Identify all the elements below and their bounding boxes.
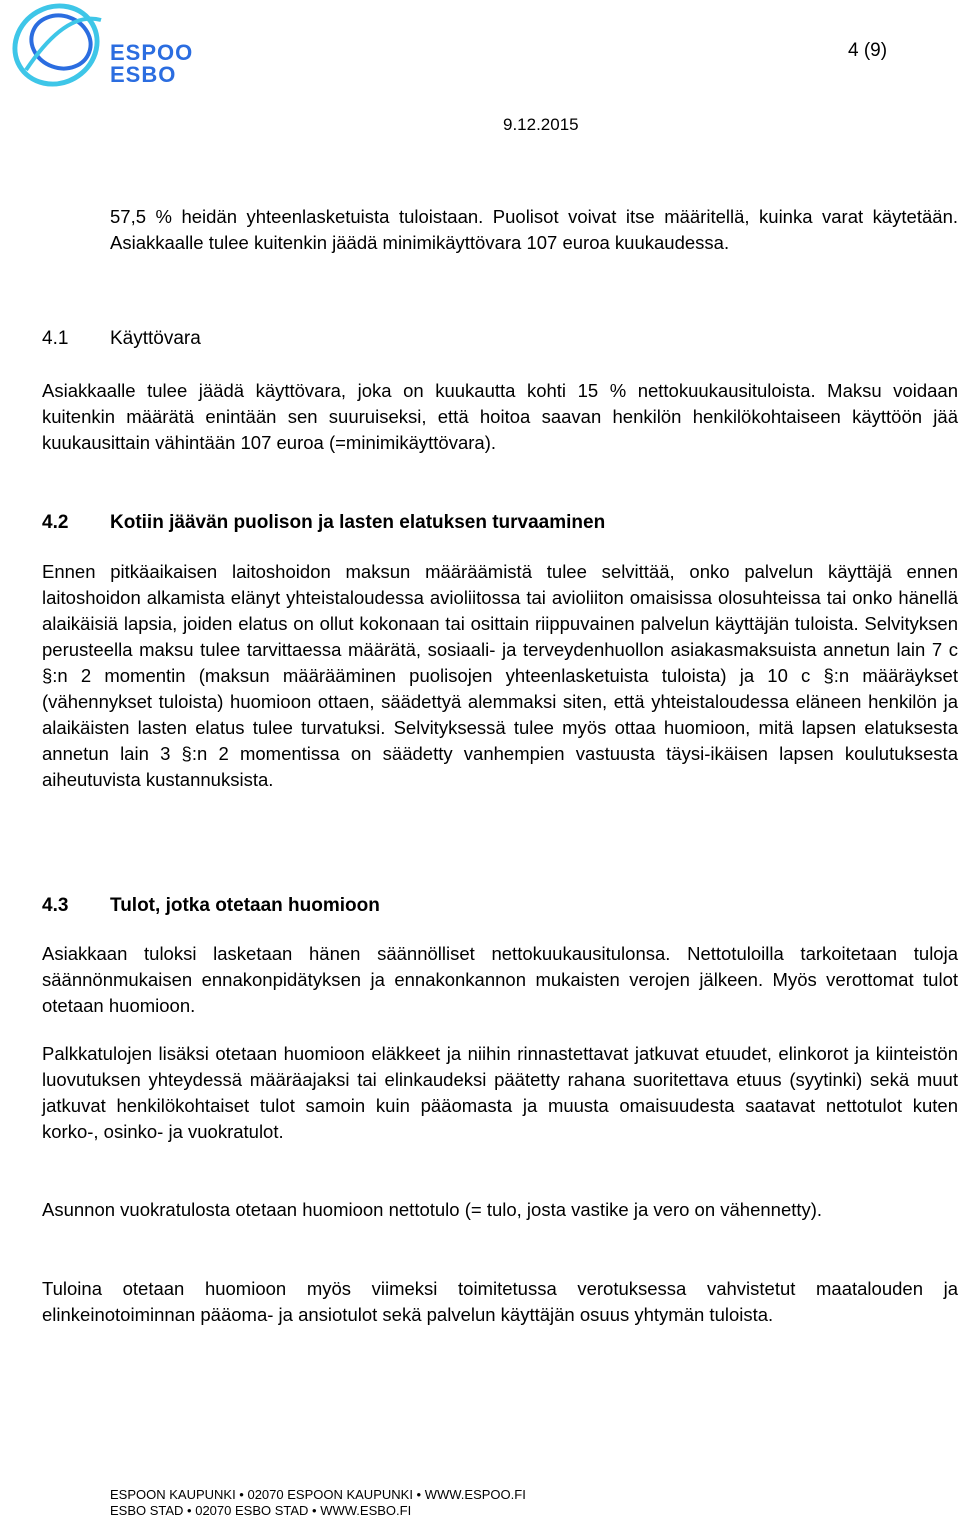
section-4-3-paragraph-3: Asunnon vuokratulosta otetaan huomioon nettotulo (= tulo, josta vastike ja vero on vähennetty). [42,1199,823,1220]
footer-line-finnish: ESPOON KAUPUNKI • 02070 ESPOON KAUPUNKI • WWW.ESPOO.FI [110,1487,526,1502]
section-number: 4.1 [42,328,69,349]
section-4-3-heading [42,895,380,917]
section-4-2-paragraph: Ennen pitkäaikaisen laitoshoidon maksun määräämistä tulee selvittää, onko palvelun käyttäjä ennen laitoshoidon alkamista elänyt yhteistaloudessa avioliitossa tai avioliiton omaisissa olosuhteissa tai onko hänellä alaikäisiä lapsia, joiden elatus on ollut kokonaan tai osittain riippuvainen palvelun käyttäjän tuloista. Selvityksen perusteella maksu tulee tarvittaessa määrätä, sosiaali- ja terveydenhuollon asiakasmaksuista annetun lain 7 c §:n 2 momentin (maksun määrääminen puolisojen yhteenlasketuista tuloista) ja 10 c §:n määräykset (vähennykset tuloista) huomioon ottaen, säädettyä alemmaksi siten, että yhteistaloudessa eläneen henkilön ja alaikäisten lasten elatus tulee turvatuksi. Selvityksessä tulee myös ottaa huomioon, mitä lapsen elatuksesta annetun lain 3 §:n 2 momentissa on säädetty vanhempien vastuusta täysi-ikäisen lapsen koulutuksesta aiheutuvista kustannuksista. [42,561,958,790]
section-4-1-paragraph: Asiakkaalle tulee jäädä käyttövara, joka on kuukautta kohti 15 % nettokuukausituloista. Maksu voidaan kuitenkin määrätä enintään sen suuruiseksi, että hoitoa saavan henkilön henkilökohtaiseen käyttöön jää kuukausittain vähintään 107 euroa (=minimikäyttövara). [42,380,958,453]
section-4-3-paragraph-2: Palkkatulojen lisäksi otetaan huomioon eläkkeet ja niihin rinnastettavat jatkuvat etuudet, elinkorot ja kiinteistön luovutuksen yhteydessä määräajaksi tai elinkaudeksi päätetty rahana suoritettava etuus (syytinki) sekä muut jatkuvat henkilökohtaiset tulot samoin kuin pääomasta ja muusta omaisuudesta saatavat nettotulot kuten korko-, osinko- ja vuokratulot. [42,1043,958,1142]
section-number: 4.3 [42,895,69,916]
section-4-3-paragraph-4: Tuloina otetaan huomioon myös viimeksi toimitetussa verotuksessa vahvistetut maatalouden ja elinkeinotoiminnan pääoma- ja ansiotulot sekä palvelun käyttäjän osuus yhtymän tuloista. [42,1278,958,1325]
footer-line-swedish: ESBO STAD • 02070 ESBO STAD • WWW.ESBO.FI [110,1503,412,1518]
section-title: Tulot, jotka otetaan huomioon [110,895,380,916]
document-date: 9.12.2015 [503,115,579,134]
logo-wordmark [110,42,193,86]
section-title: Käyttövara [110,328,201,349]
logo-line-esbo: ESBO [110,62,177,87]
footer [110,1487,526,1519]
intro-paragraph: 57,5 % heidän yhteenlasketuista tuloistaan. Puolisot voivat itse määritellä, kuinka varat käytetään. Asiakkaalle tulee kuitenkin jäädä minimikäyttövara 107 euroa kuukaudessa. [110,206,958,253]
section-title: Kotiin jäävän puolison ja lasten elatuksen turvaaminen [110,512,606,533]
section-number: 4.2 [42,512,69,533]
page-number: 4 (9) [848,40,888,61]
logo-line-espoo: ESPOO [110,40,194,65]
section-4-1-heading [42,328,201,350]
section-4-2-heading [42,512,605,534]
section-4-3-paragraph-1: Asiakkaan tuloksi lasketaan hänen säännölliset nettokuukausitulonsa. Nettotuloilla tarkoitetaan tuloja säännönmukaisen ennakonpidätyksen ja ennakonkannon mukaisten verojen jälkeen. Myös verottomat tulot otetaan huomioon. [42,943,958,1016]
